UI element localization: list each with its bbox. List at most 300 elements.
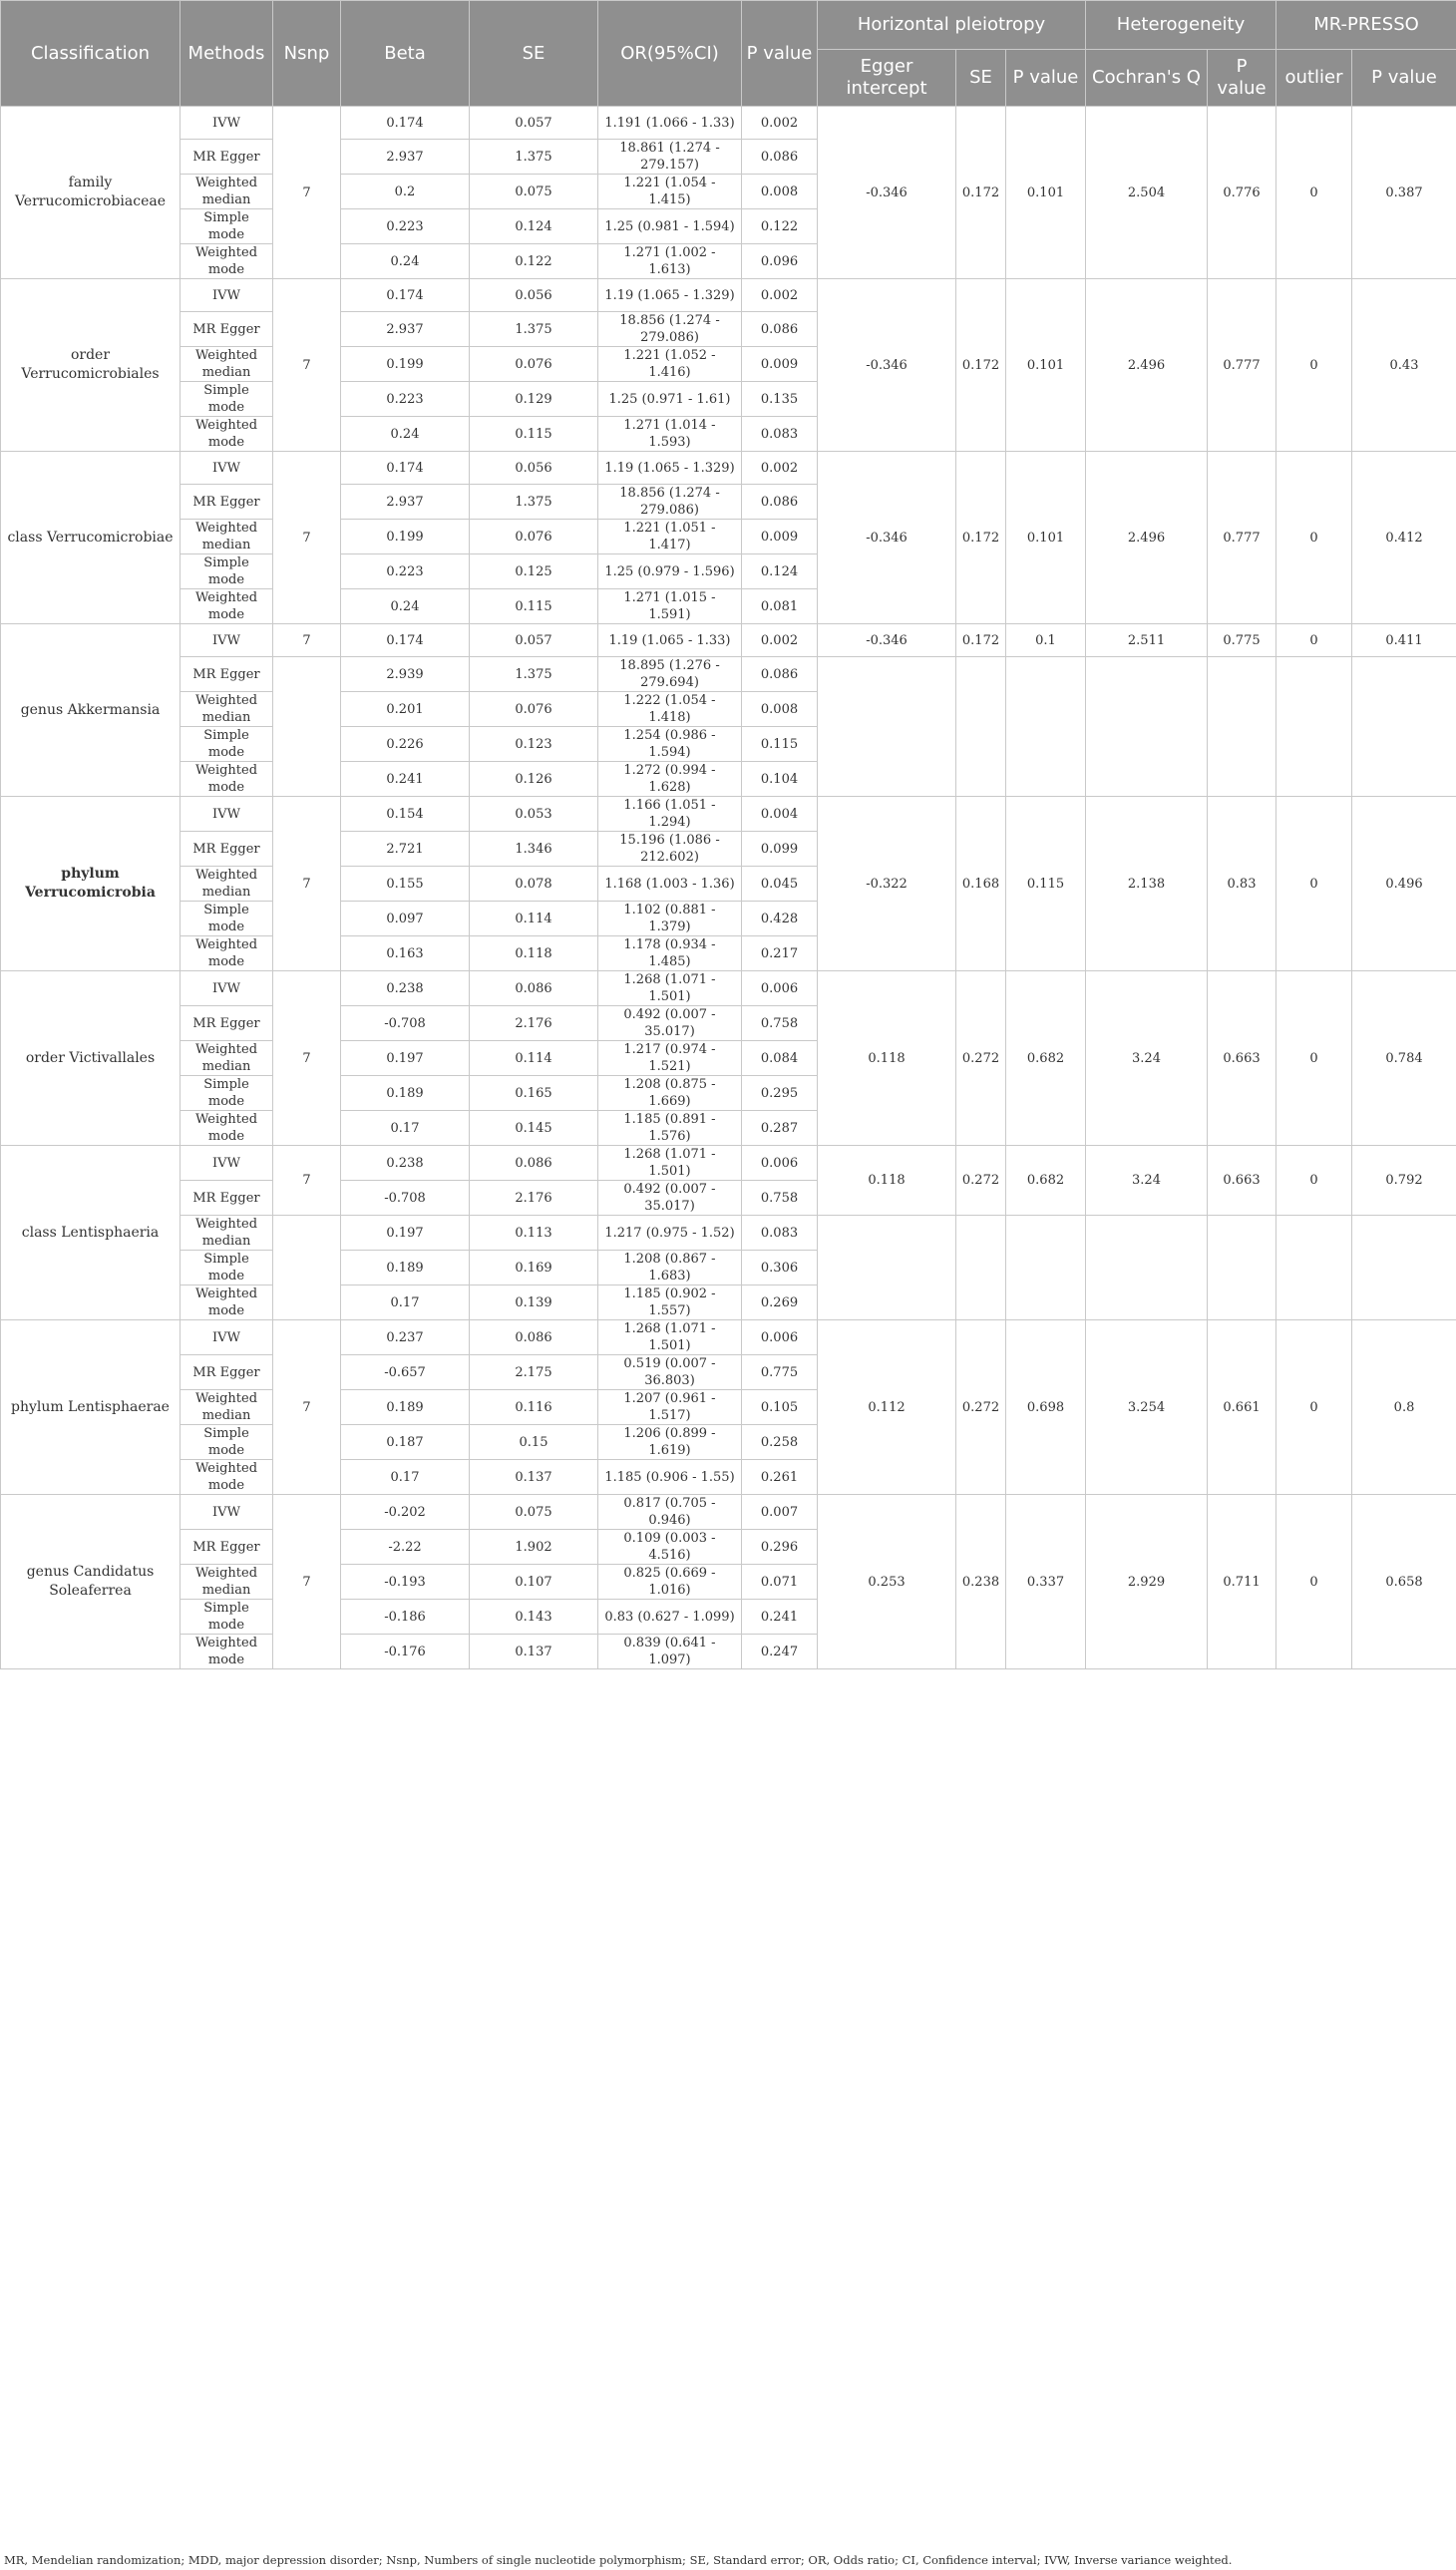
or-cell: 1.272 (0.994 - 1.628) xyxy=(598,762,742,797)
se-cell: 0.086 xyxy=(470,1320,598,1355)
table-row xyxy=(1,657,1456,692)
nsnp-cell: 7 xyxy=(273,971,341,1146)
method-cell: Weighted mode xyxy=(181,762,273,797)
se-cell: 0.137 xyxy=(470,1635,598,1669)
method-cell: Weighted mode xyxy=(181,1285,273,1320)
classification-cell: family Verrucomicrobiaceae xyxy=(1,107,181,279)
pleiotropy-se-cell: 0.172 xyxy=(956,279,1006,452)
pleiotropy-p-cell: 0.101 xyxy=(1006,279,1086,452)
table-body xyxy=(1,107,1456,1669)
or-cell: 1.185 (0.906 - 1.55) xyxy=(598,1460,742,1495)
classification-cell: phylum Lentisphaerae xyxy=(1,1320,181,1495)
header-p-value: P value xyxy=(742,1,818,107)
se-cell: 0.122 xyxy=(470,244,598,279)
header-or: OR(95%CI) xyxy=(598,1,742,107)
or-cell: 0.492 (0.007 - 35.017) xyxy=(598,1006,742,1041)
se-cell: 0.15 xyxy=(470,1425,598,1460)
beta-cell: -0.708 xyxy=(341,1006,470,1041)
p-value-cell: 0.135 xyxy=(742,382,818,417)
or-cell: 1.271 (1.015 - 1.591) xyxy=(598,589,742,624)
header-methods: Methods xyxy=(181,1,273,107)
se-cell: 0.057 xyxy=(470,107,598,140)
or-cell: 1.19 (1.065 - 1.329) xyxy=(598,279,742,312)
outlier-cell xyxy=(1276,657,1352,797)
beta-cell: -0.708 xyxy=(341,1181,470,1216)
presso-p-cell: 0.792 xyxy=(1352,1146,1456,1216)
pleiotropy-se-cell: 0.238 xyxy=(956,1495,1006,1669)
p-value-cell: 0.775 xyxy=(742,1355,818,1390)
presso-p-cell: 0.496 xyxy=(1352,797,1456,971)
p-value-cell: 0.086 xyxy=(742,657,818,692)
se-cell: 0.143 xyxy=(470,1600,598,1635)
beta-cell: 0.238 xyxy=(341,1146,470,1181)
beta-cell: 0.201 xyxy=(341,692,470,727)
method-cell: Weighted median xyxy=(181,175,273,209)
beta-cell: 0.189 xyxy=(341,1390,470,1425)
se-cell: 0.086 xyxy=(470,971,598,1006)
nsnp-cell: 7 xyxy=(273,452,341,624)
p-value-cell: 0.115 xyxy=(742,727,818,762)
or-cell: 1.217 (0.974 - 1.521) xyxy=(598,1041,742,1076)
egger-intercept-cell xyxy=(818,1216,956,1320)
p-value-cell: 0.083 xyxy=(742,1216,818,1251)
outlier-cell: 0 xyxy=(1276,1146,1352,1216)
cochrans-q-cell xyxy=(1086,1216,1208,1320)
se-cell: 0.115 xyxy=(470,589,598,624)
pleiotropy-p-cell: 0.698 xyxy=(1006,1320,1086,1495)
p-value-cell: 0.006 xyxy=(742,971,818,1006)
cochrans-q-cell: 3.254 xyxy=(1086,1320,1208,1495)
pleiotropy-se-cell: 0.172 xyxy=(956,624,1006,657)
table-row xyxy=(1,279,1456,312)
classification-cell: order Victivallales xyxy=(1,971,181,1146)
beta-cell: 0.154 xyxy=(341,797,470,832)
beta-cell: 0.187 xyxy=(341,1425,470,1460)
se-cell: 2.176 xyxy=(470,1006,598,1041)
table-header xyxy=(1,1,1456,107)
egger-intercept-cell: -0.346 xyxy=(818,624,956,657)
cochrans-q-cell: 2.138 xyxy=(1086,797,1208,971)
method-cell: MR Egger xyxy=(181,1530,273,1565)
header-beta: Beta xyxy=(341,1,470,107)
method-cell: IVW xyxy=(181,452,273,485)
outlier-cell: 0 xyxy=(1276,107,1352,279)
method-cell: MR Egger xyxy=(181,312,273,347)
se-cell: 0.056 xyxy=(470,452,598,485)
se-cell: 1.346 xyxy=(470,832,598,867)
header-heterogeneity-p: P value xyxy=(1208,50,1276,107)
header-pleiotropy-p: P value xyxy=(1006,50,1086,107)
se-cell: 0.078 xyxy=(470,867,598,902)
p-value-cell: 0.758 xyxy=(742,1181,818,1216)
se-cell: 0.123 xyxy=(470,727,598,762)
method-cell: Simple mode xyxy=(181,1425,273,1460)
method-cell: Simple mode xyxy=(181,1076,273,1111)
or-cell: 1.221 (1.054 - 1.415) xyxy=(598,175,742,209)
table-footnote: MR, Mendelian randomization; MDD, major depression disorder; Nsnp, Numbers of single nucleotide polymorphism; SE, Standard error; OR, Odds ratio; CI, Confidence interval; IVW, Inverse variance weighted. xyxy=(4,2553,1233,2567)
heterogeneity-p-cell: 0.661 xyxy=(1208,1320,1276,1495)
se-cell: 2.175 xyxy=(470,1355,598,1390)
header-outlier: outlier xyxy=(1276,50,1352,107)
beta-cell: -0.176 xyxy=(341,1635,470,1669)
outlier-cell: 0 xyxy=(1276,452,1352,624)
se-cell: 0.107 xyxy=(470,1565,598,1600)
method-cell: MR Egger xyxy=(181,1355,273,1390)
nsnp-cell: 7 xyxy=(273,797,341,971)
p-value-cell: 0.006 xyxy=(742,1146,818,1181)
p-value-cell: 0.002 xyxy=(742,107,818,140)
method-cell: MR Egger xyxy=(181,1006,273,1041)
pleiotropy-se-cell xyxy=(956,1216,1006,1320)
method-cell: Weighted median xyxy=(181,1041,273,1076)
beta-cell: 2.939 xyxy=(341,657,470,692)
beta-cell: 0.17 xyxy=(341,1460,470,1495)
se-cell: 2.176 xyxy=(470,1181,598,1216)
beta-cell: 0.189 xyxy=(341,1251,470,1285)
se-cell: 1.375 xyxy=(470,140,598,175)
or-cell: 0.817 (0.705 - 0.946) xyxy=(598,1495,742,1530)
p-value-cell: 0.084 xyxy=(742,1041,818,1076)
p-value-cell: 0.009 xyxy=(742,347,818,382)
method-cell: Weighted median xyxy=(181,347,273,382)
beta-cell: 2.937 xyxy=(341,140,470,175)
se-cell: 0.116 xyxy=(470,1390,598,1425)
header-classification: Classification xyxy=(1,1,181,107)
pleiotropy-p-cell xyxy=(1006,1216,1086,1320)
method-cell: Weighted median xyxy=(181,1216,273,1251)
egger-intercept-cell: -0.346 xyxy=(818,279,956,452)
presso-p-cell: 0.387 xyxy=(1352,107,1456,279)
or-cell: 1.207 (0.961 - 1.517) xyxy=(598,1390,742,1425)
nsnp-cell: 7 xyxy=(273,1146,341,1216)
method-cell: Simple mode xyxy=(181,1600,273,1635)
beta-cell: 0.2 xyxy=(341,175,470,209)
pleiotropy-se-cell: 0.172 xyxy=(956,452,1006,624)
or-cell: 1.25 (0.981 - 1.594) xyxy=(598,209,742,244)
beta-cell: 0.226 xyxy=(341,727,470,762)
beta-cell: 0.223 xyxy=(341,382,470,417)
header-egger-intercept: Egger intercept xyxy=(818,50,956,107)
or-cell: 0.839 (0.641 - 1.097) xyxy=(598,1635,742,1669)
method-cell: Weighted median xyxy=(181,1390,273,1425)
method-cell: Weighted mode xyxy=(181,1635,273,1669)
p-value-cell: 0.071 xyxy=(742,1565,818,1600)
or-cell: 1.268 (1.071 - 1.501) xyxy=(598,1320,742,1355)
or-cell: 1.221 (1.051 - 1.417) xyxy=(598,520,742,554)
presso-p-cell xyxy=(1352,657,1456,797)
se-cell: 0.165 xyxy=(470,1076,598,1111)
beta-cell: 0.174 xyxy=(341,107,470,140)
egger-intercept-cell: 0.118 xyxy=(818,1146,956,1216)
presso-p-cell: 0.784 xyxy=(1352,971,1456,1146)
header-presso-p: P value xyxy=(1352,50,1456,107)
nsnp-cell: 7 xyxy=(273,1495,341,1669)
method-cell: MR Egger xyxy=(181,1181,273,1216)
p-value-cell: 0.295 xyxy=(742,1076,818,1111)
beta-cell: 0.189 xyxy=(341,1076,470,1111)
beta-cell: 0.24 xyxy=(341,244,470,279)
beta-cell: 0.197 xyxy=(341,1216,470,1251)
or-cell: 1.268 (1.071 - 1.501) xyxy=(598,1146,742,1181)
outlier-cell: 0 xyxy=(1276,279,1352,452)
or-cell: 1.178 (0.934 - 1.485) xyxy=(598,936,742,971)
classification-cell: genus Candidatus Soleaferrea xyxy=(1,1495,181,1669)
beta-cell: 0.17 xyxy=(341,1111,470,1146)
se-cell: 1.375 xyxy=(470,657,598,692)
method-cell: IVW xyxy=(181,1495,273,1530)
nsnp-cell: 7 xyxy=(273,107,341,279)
beta-cell: 0.155 xyxy=(341,867,470,902)
nsnp-cell: 7 xyxy=(273,624,341,657)
egger-intercept-cell: -0.322 xyxy=(818,797,956,971)
egger-intercept-cell: 0.253 xyxy=(818,1495,956,1669)
or-cell: 15.196 (1.086 - 212.602) xyxy=(598,832,742,867)
outlier-cell: 0 xyxy=(1276,1495,1352,1669)
p-value-cell: 0.122 xyxy=(742,209,818,244)
se-cell: 0.126 xyxy=(470,762,598,797)
se-cell: 0.139 xyxy=(470,1285,598,1320)
method-cell: MR Egger xyxy=(181,140,273,175)
beta-cell: 0.237 xyxy=(341,1320,470,1355)
method-cell: Simple mode xyxy=(181,1251,273,1285)
method-cell: Weighted mode xyxy=(181,244,273,279)
egger-intercept-cell: -0.346 xyxy=(818,452,956,624)
or-cell: 1.271 (1.014 - 1.593) xyxy=(598,417,742,452)
table-row xyxy=(1,971,1456,1006)
se-cell: 0.115 xyxy=(470,417,598,452)
or-cell: 1.268 (1.071 - 1.501) xyxy=(598,971,742,1006)
p-value-cell: 0.081 xyxy=(742,589,818,624)
se-cell: 0.075 xyxy=(470,175,598,209)
beta-cell: 0.223 xyxy=(341,554,470,589)
method-cell: MR Egger xyxy=(181,832,273,867)
header-heterogeneity: Heterogeneity xyxy=(1086,1,1276,50)
pleiotropy-p-cell: 0.115 xyxy=(1006,797,1086,971)
p-value-cell: 0.002 xyxy=(742,624,818,657)
classification-cell: phylum Verrucomicrobia xyxy=(1,797,181,971)
p-value-cell: 0.006 xyxy=(742,1320,818,1355)
method-cell: Simple mode xyxy=(181,902,273,936)
pleiotropy-se-cell xyxy=(956,657,1006,797)
method-cell: Simple mode xyxy=(181,727,273,762)
method-cell: Weighted median xyxy=(181,867,273,902)
cochrans-q-cell: 3.24 xyxy=(1086,1146,1208,1216)
method-cell: MR Egger xyxy=(181,485,273,520)
p-value-cell: 0.004 xyxy=(742,797,818,832)
se-cell: 0.169 xyxy=(470,1251,598,1285)
beta-cell: 0.238 xyxy=(341,971,470,1006)
or-cell: 1.102 (0.881 - 1.379) xyxy=(598,902,742,936)
se-cell: 0.137 xyxy=(470,1460,598,1495)
beta-cell: 2.937 xyxy=(341,485,470,520)
se-cell: 0.145 xyxy=(470,1111,598,1146)
p-value-cell: 0.758 xyxy=(742,1006,818,1041)
presso-p-cell xyxy=(1352,1216,1456,1320)
table-row xyxy=(1,1495,1456,1530)
header-se: SE xyxy=(470,1,598,107)
or-cell: 18.861 (1.274 - 279.157) xyxy=(598,140,742,175)
p-value-cell: 0.287 xyxy=(742,1111,818,1146)
p-value-cell: 0.296 xyxy=(742,1530,818,1565)
cochrans-q-cell: 3.24 xyxy=(1086,971,1208,1146)
beta-cell: 0.199 xyxy=(341,520,470,554)
or-cell: 1.25 (0.971 - 1.61) xyxy=(598,382,742,417)
beta-cell: -0.657 xyxy=(341,1355,470,1390)
beta-cell: 0.197 xyxy=(341,1041,470,1076)
pleiotropy-p-cell xyxy=(1006,657,1086,797)
se-cell: 0.114 xyxy=(470,902,598,936)
or-cell: 1.271 (1.002 - 1.613) xyxy=(598,244,742,279)
se-cell: 0.086 xyxy=(470,1146,598,1181)
p-value-cell: 0.261 xyxy=(742,1460,818,1495)
method-cell: IVW xyxy=(181,279,273,312)
method-cell: IVW xyxy=(181,797,273,832)
method-cell: IVW xyxy=(181,1320,273,1355)
classification-cell: class Verrucomicrobiae xyxy=(1,452,181,624)
p-value-cell: 0.217 xyxy=(742,936,818,971)
p-value-cell: 0.428 xyxy=(742,902,818,936)
se-cell: 0.118 xyxy=(470,936,598,971)
beta-cell: 0.199 xyxy=(341,347,470,382)
heterogeneity-p-cell: 0.777 xyxy=(1208,452,1276,624)
se-cell: 1.902 xyxy=(470,1530,598,1565)
pleiotropy-se-cell: 0.272 xyxy=(956,1146,1006,1216)
or-cell: 0.519 (0.007 - 36.803) xyxy=(598,1355,742,1390)
pleiotropy-se-cell: 0.168 xyxy=(956,797,1006,971)
header-pleiotropy-se: SE xyxy=(956,50,1006,107)
or-cell: 1.208 (0.875 - 1.669) xyxy=(598,1076,742,1111)
pleiotropy-p-cell: 0.682 xyxy=(1006,971,1086,1146)
p-value-cell: 0.007 xyxy=(742,1495,818,1530)
pleiotropy-p-cell: 0.1 xyxy=(1006,624,1086,657)
egger-intercept-cell xyxy=(818,657,956,797)
se-cell: 0.075 xyxy=(470,1495,598,1530)
or-cell: 0.825 (0.669 - 1.016) xyxy=(598,1565,742,1600)
p-value-cell: 0.008 xyxy=(742,175,818,209)
presso-p-cell: 0.8 xyxy=(1352,1320,1456,1495)
cochrans-q-cell: 2.511 xyxy=(1086,624,1208,657)
or-cell: 0.492 (0.007 - 35.017) xyxy=(598,1181,742,1216)
outlier-cell: 0 xyxy=(1276,971,1352,1146)
nsnp-cell xyxy=(273,657,341,797)
beta-cell: 0.24 xyxy=(341,417,470,452)
cochrans-q-cell xyxy=(1086,657,1208,797)
method-cell: Simple mode xyxy=(181,209,273,244)
se-cell: 0.076 xyxy=(470,692,598,727)
heterogeneity-p-cell: 0.711 xyxy=(1208,1495,1276,1669)
or-cell: 0.83 (0.627 - 1.099) xyxy=(598,1600,742,1635)
p-value-cell: 0.269 xyxy=(742,1285,818,1320)
table-row xyxy=(1,1320,1456,1355)
method-cell: IVW xyxy=(181,971,273,1006)
beta-cell: 0.17 xyxy=(341,1285,470,1320)
pleiotropy-se-cell: 0.172 xyxy=(956,107,1006,279)
heterogeneity-p-cell: 0.776 xyxy=(1208,107,1276,279)
p-value-cell: 0.045 xyxy=(742,867,818,902)
method-cell: Weighted mode xyxy=(181,1111,273,1146)
pleiotropy-se-cell: 0.272 xyxy=(956,1320,1006,1495)
pleiotropy-p-cell: 0.101 xyxy=(1006,452,1086,624)
method-cell: Weighted mode xyxy=(181,1460,273,1495)
se-cell: 0.125 xyxy=(470,554,598,589)
heterogeneity-p-cell: 0.777 xyxy=(1208,279,1276,452)
method-cell: Weighted mode xyxy=(181,589,273,624)
method-cell: Weighted median xyxy=(181,692,273,727)
method-cell: MR Egger xyxy=(181,657,273,692)
beta-cell: 2.721 xyxy=(341,832,470,867)
p-value-cell: 0.105 xyxy=(742,1390,818,1425)
method-cell: IVW xyxy=(181,1146,273,1181)
or-cell: 18.895 (1.276 - 279.694) xyxy=(598,657,742,692)
p-value-cell: 0.104 xyxy=(742,762,818,797)
or-cell: 1.254 (0.986 - 1.594) xyxy=(598,727,742,762)
pleiotropy-p-cell: 0.682 xyxy=(1006,1146,1086,1216)
p-value-cell: 0.096 xyxy=(742,244,818,279)
cochrans-q-cell: 2.504 xyxy=(1086,107,1208,279)
se-cell: 0.056 xyxy=(470,279,598,312)
se-cell: 0.076 xyxy=(470,347,598,382)
presso-p-cell: 0.412 xyxy=(1352,452,1456,624)
heterogeneity-p-cell: 0.775 xyxy=(1208,624,1276,657)
heterogeneity-p-cell: 0.663 xyxy=(1208,1146,1276,1216)
classification-cell: order Verrucomicrobiales xyxy=(1,279,181,452)
header-cochrans-q: Cochran's Q xyxy=(1086,50,1208,107)
or-cell: 1.185 (0.902 - 1.557) xyxy=(598,1285,742,1320)
method-cell: IVW xyxy=(181,624,273,657)
table-row xyxy=(1,452,1456,485)
method-cell: Simple mode xyxy=(181,554,273,589)
p-value-cell: 0.086 xyxy=(742,140,818,175)
p-value-cell: 0.009 xyxy=(742,520,818,554)
nsnp-cell: 7 xyxy=(273,279,341,452)
beta-cell: 0.223 xyxy=(341,209,470,244)
p-value-cell: 0.247 xyxy=(742,1635,818,1669)
beta-cell: -2.22 xyxy=(341,1530,470,1565)
egger-intercept-cell: 0.112 xyxy=(818,1320,956,1495)
nsnp-cell: 7 xyxy=(273,1320,341,1495)
or-cell: 1.185 (0.891 - 1.576) xyxy=(598,1111,742,1146)
egger-intercept-cell: -0.346 xyxy=(818,107,956,279)
or-cell: 1.25 (0.979 - 1.596) xyxy=(598,554,742,589)
header-mr-presso: MR-PRESSO xyxy=(1276,1,1456,50)
presso-p-cell: 0.411 xyxy=(1352,624,1456,657)
header-nsnp: Nsnp xyxy=(273,1,341,107)
heterogeneity-p-cell: 0.663 xyxy=(1208,971,1276,1146)
classification-cell: genus Akkermansia xyxy=(1,624,181,797)
nsnp-cell xyxy=(273,1216,341,1320)
beta-cell: 0.174 xyxy=(341,279,470,312)
p-value-cell: 0.099 xyxy=(742,832,818,867)
se-cell: 0.057 xyxy=(470,624,598,657)
or-cell: 18.856 (1.274 - 279.086) xyxy=(598,312,742,347)
cochrans-q-cell: 2.929 xyxy=(1086,1495,1208,1669)
or-cell: 1.221 (1.052 - 1.416) xyxy=(598,347,742,382)
p-value-cell: 0.124 xyxy=(742,554,818,589)
p-value-cell: 0.306 xyxy=(742,1251,818,1285)
heterogeneity-p-cell xyxy=(1208,1216,1276,1320)
or-cell: 1.191 (1.066 - 1.33) xyxy=(598,107,742,140)
or-cell: 1.166 (1.051 - 1.294) xyxy=(598,797,742,832)
or-cell: 1.19 (1.065 - 1.329) xyxy=(598,452,742,485)
presso-p-cell: 0.43 xyxy=(1352,279,1456,452)
beta-cell: 0.174 xyxy=(341,452,470,485)
p-value-cell: 0.002 xyxy=(742,279,818,312)
or-cell: 1.206 (0.899 - 1.619) xyxy=(598,1425,742,1460)
table-row xyxy=(1,1216,1456,1251)
or-cell: 1.208 (0.867 - 1.683) xyxy=(598,1251,742,1285)
egger-intercept-cell: 0.118 xyxy=(818,971,956,1146)
or-cell: 1.19 (1.065 - 1.33) xyxy=(598,624,742,657)
